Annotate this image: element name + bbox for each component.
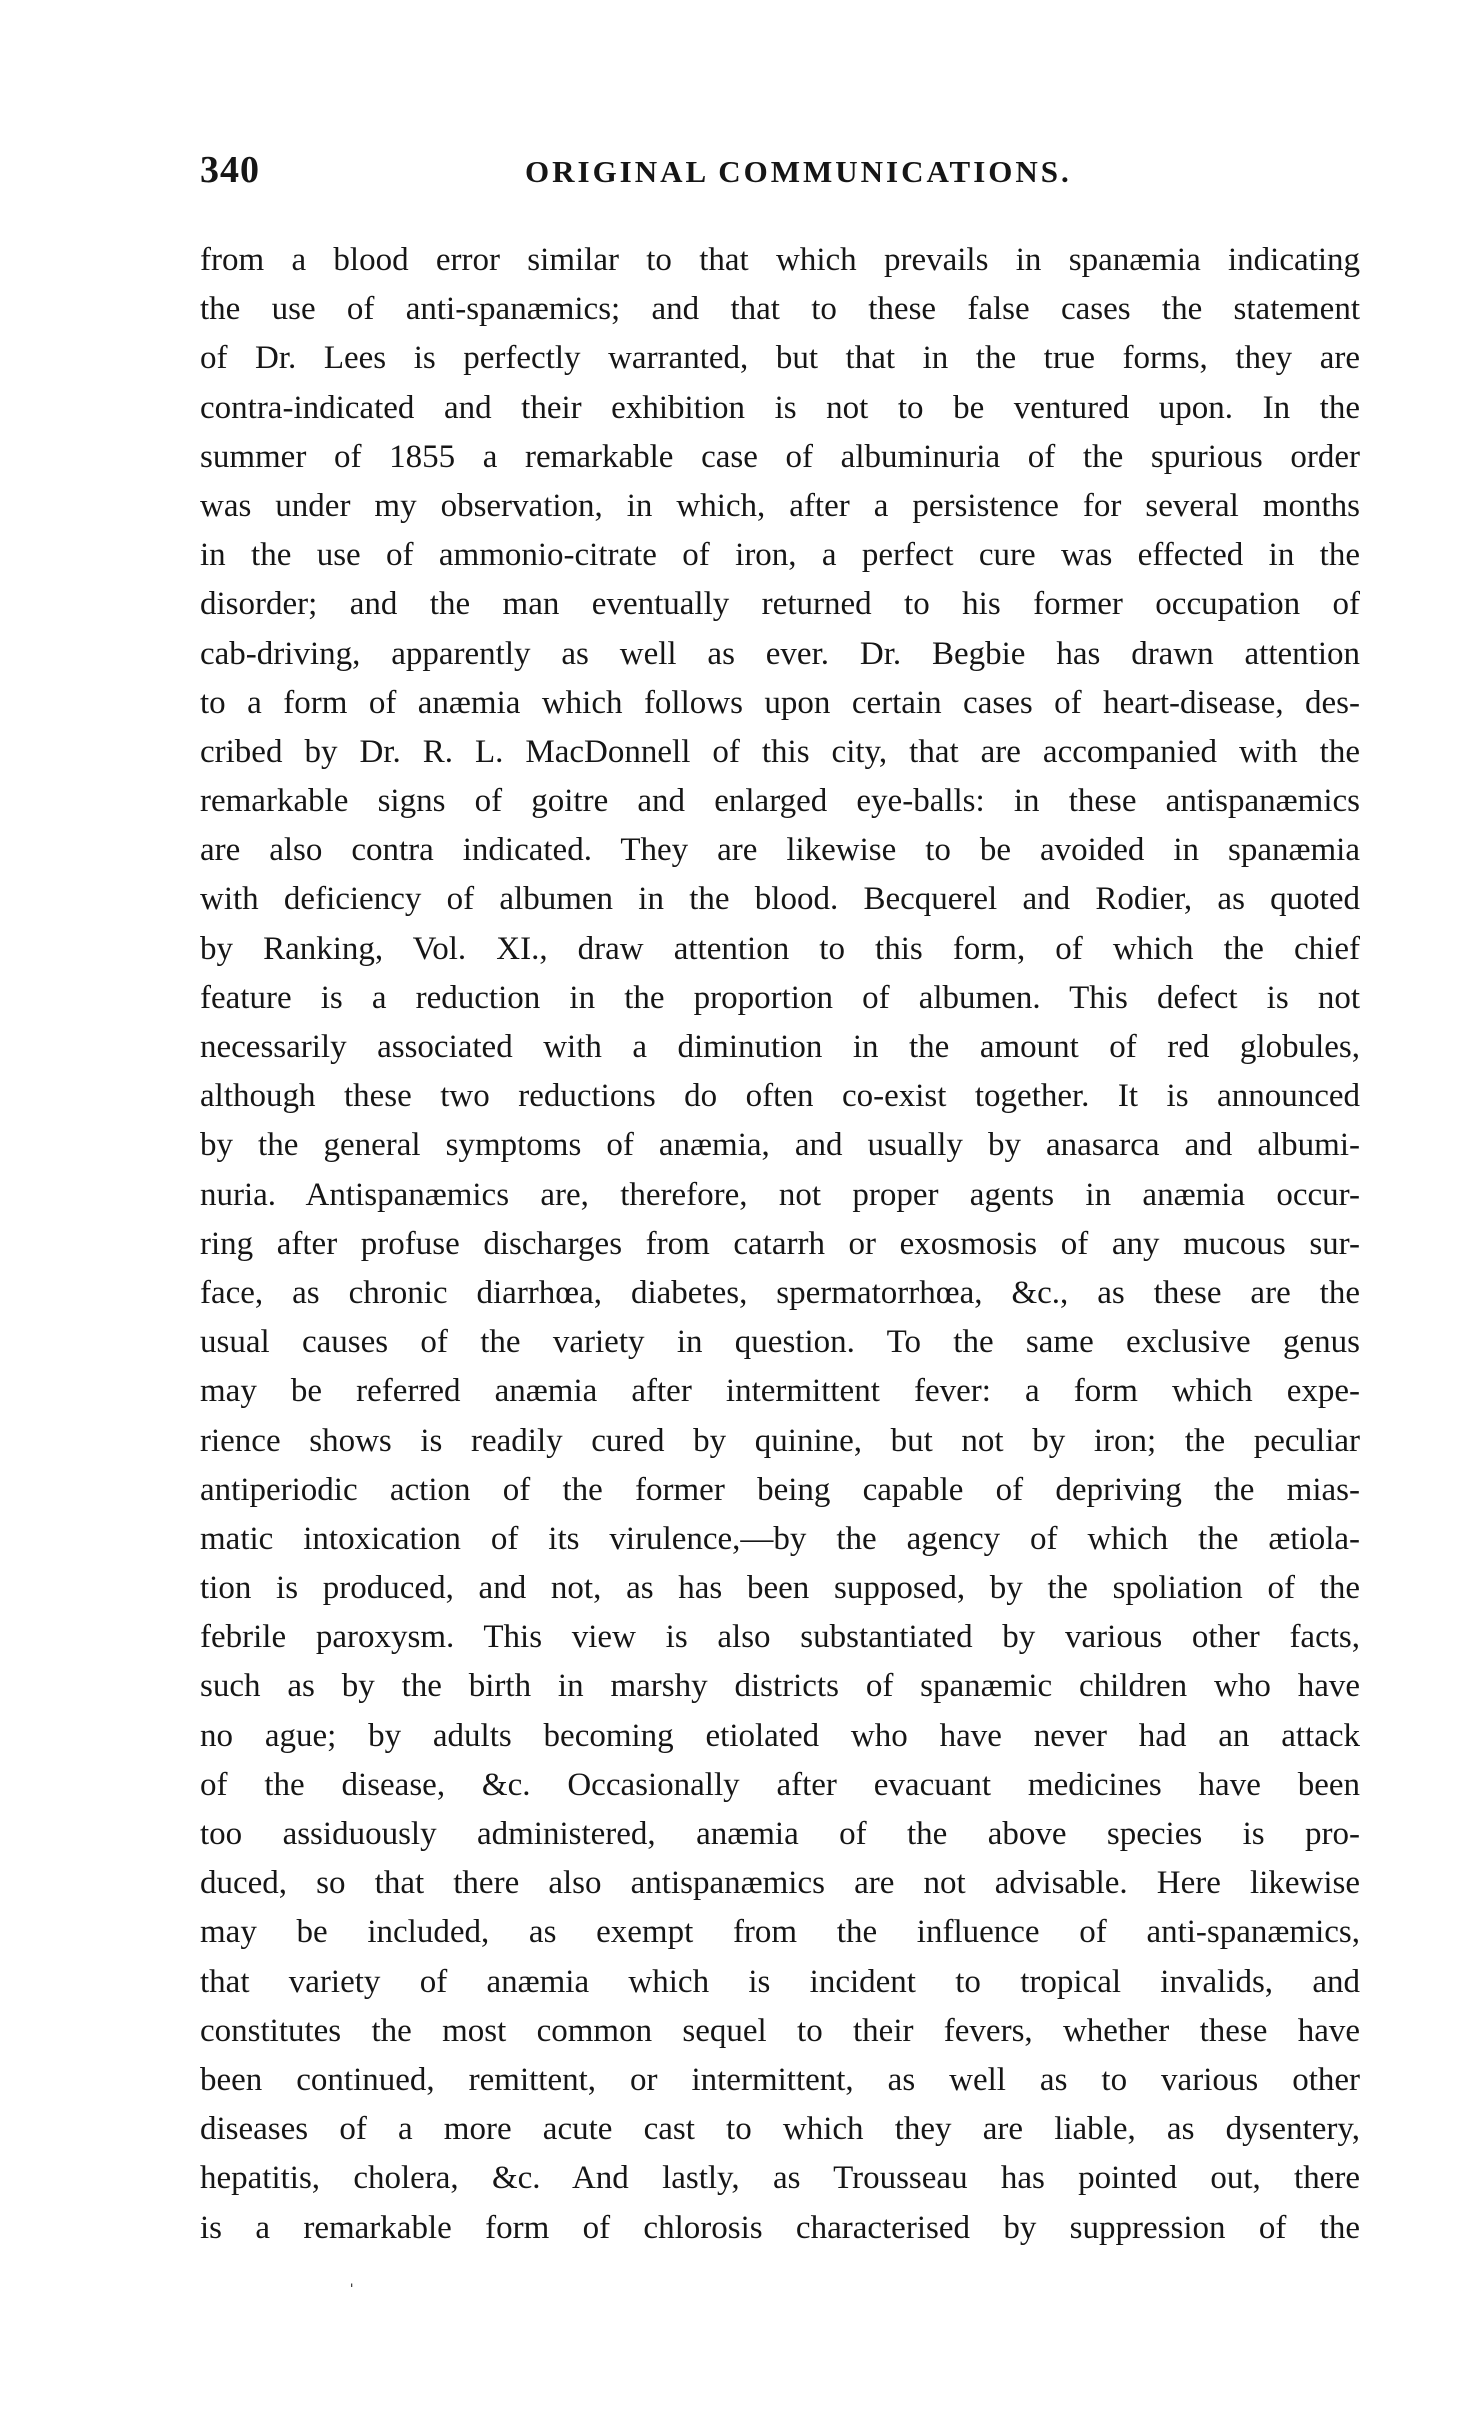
text-line: hepatitis, cholera, &c. And lastly, as Trousseau has pointed out, there bbox=[200, 2160, 1360, 2197]
text-line: in the use of ammonio-citrate of iron, a perfect cure was effected in the bbox=[200, 537, 1360, 574]
text-line: from a blood error similar to that which prevails in spanæmia indicating bbox=[200, 242, 1360, 278]
text-line: although these two reductions do often co-exist together. It is announced bbox=[200, 1078, 1360, 1115]
running-title: ORIGINAL COMMUNICATIONS. bbox=[525, 154, 1072, 189]
text-line: remarkable signs of goitre and enlarged eye-balls: in these antispanæmics bbox=[200, 783, 1360, 820]
text-line: of Dr. Lees is perfectly warranted, but that in the true forms, they are bbox=[200, 340, 1360, 377]
text-line: to a form of anæmia which follows upon certain cases of heart-disease, des- bbox=[200, 684, 1360, 721]
text-line: febrile paroxysm. This view is also substantiated by various other facts, bbox=[200, 1619, 1360, 1656]
text-line: nuria. Antispanæmics are, therefore, not proper agents in anæmia occur- bbox=[200, 1176, 1360, 1213]
text-line: that variety of anæmia which is incident to tropical invalids, and bbox=[200, 1963, 1360, 2000]
text-line: the use of anti-spanæmics; and that to these false cases the statement bbox=[200, 291, 1360, 328]
text-line: necessarily associated with a diminution in the amount of red globules, bbox=[200, 1029, 1360, 1065]
text-line: summer of 1855 a remarkable case of albuminuria of the spurious order bbox=[200, 438, 1360, 475]
text-line: duced, so that there also antispanæmics are not advisable. Here likewise bbox=[200, 1865, 1360, 1902]
text-line: by Ranking, Vol. XI., draw attention to this form, of which the chief bbox=[200, 930, 1360, 967]
text-line: such as by the birth in marshy districts of spanæmic children who have bbox=[200, 1668, 1360, 1705]
text-line: too assiduously administered, anæmia of the above species is pro- bbox=[200, 1816, 1360, 1852]
text-line: is a remarkable form of chlorosis characterised by suppression of the bbox=[200, 2209, 1360, 2246]
text-line: antiperiodic action of the former being capable of depriving the mias- bbox=[200, 1471, 1360, 1508]
text-line: feature is a reduction in the proportion of albumen. This defect is not bbox=[200, 979, 1360, 1016]
text-line: cribed by Dr. R. L. MacDonnell of this city, that are accompanied with the bbox=[200, 733, 1360, 770]
text-line: may be included, as exempt from the influence of anti-spanæmics, bbox=[200, 1914, 1360, 1951]
text-line: are also contra indicated. They are likewise to be avoided in spanæmia bbox=[200, 832, 1360, 869]
text-line: contra-indicated and their exhibition is not to be ventured upon. In the bbox=[200, 389, 1360, 426]
page-number: 340 bbox=[200, 149, 260, 191]
text-line: of the disease, &c. Occasionally after evacuant medicines have been bbox=[200, 1766, 1360, 1803]
text-line: ring after profuse discharges from catarrh or exosmosis of any mucous sur- bbox=[200, 1225, 1360, 1262]
text-line: cab-driving, apparently as well as ever. Dr. Begbie has drawn attention bbox=[200, 635, 1360, 672]
text-line: usual causes of the variety in question. To the same exclusive genus bbox=[200, 1324, 1360, 1361]
text-line: face, as chronic diarrhœa, diabetes, spermatorrhœa, &c., as these are the bbox=[200, 1274, 1360, 1311]
text-line: may be referred anæmia after intermittent fever: a form which expe- bbox=[200, 1373, 1360, 1410]
text-line: rience shows is readily cured by quinine, but not by iron; the peculiar bbox=[200, 1422, 1360, 1459]
text-line: tion is produced, and not, as has been supposed, by the spoliation of the bbox=[200, 1570, 1360, 1607]
text-line: with deficiency of albumen in the blood. Becquerel and Rodier, as quoted bbox=[200, 881, 1360, 918]
text-line: was under my observation, in which, after a persistence for several months bbox=[200, 487, 1360, 524]
text-line: no ague; by adults becoming etiolated who have never had an attack bbox=[200, 1717, 1360, 1754]
text-line: by the general symptoms of anæmia, and usually by anasarca and albumi- bbox=[200, 1127, 1360, 1164]
ink-speck: ˌ bbox=[348, 2262, 356, 2287]
text-line: constitutes the most common sequel to their fevers, whether these have bbox=[200, 2012, 1360, 2049]
text-line: diseases of a more acute cast to which they are liable, as dysentery, bbox=[200, 2111, 1360, 2148]
text-line: been continued, remittent, or intermittent, as well as to various other bbox=[200, 2061, 1360, 2098]
text-line: disorder; and the man eventually returned to his former occupation of bbox=[200, 586, 1360, 623]
body-text bbox=[200, 236, 1360, 2253]
running-head bbox=[200, 148, 1360, 208]
text-line: matic intoxication of its virulence,—by the agency of which the ætiola- bbox=[200, 1520, 1360, 1557]
